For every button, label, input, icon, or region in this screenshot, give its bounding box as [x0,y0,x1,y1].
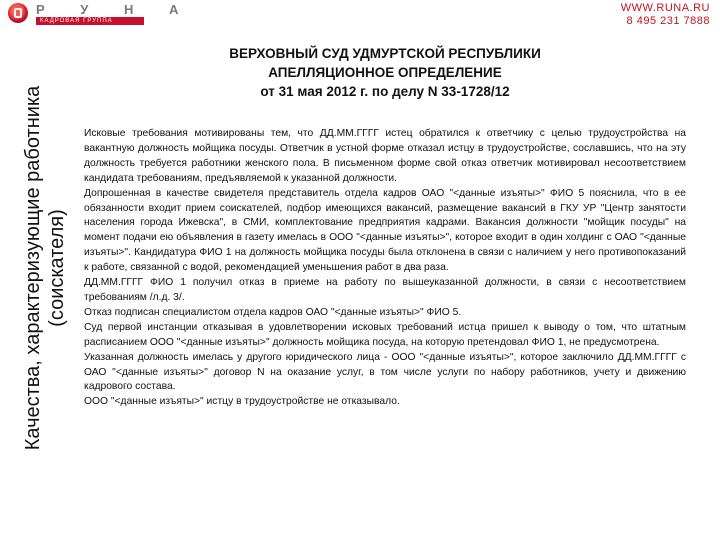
logo-name: Р У Н А [36,2,195,17]
side-caption [0,0,90,540]
side-caption-line-2: (соискателя) [46,209,68,327]
document-type: АПЕЛЛЯЦИОННОЕ ОПРЕДЕЛЕНИЕ [268,65,502,80]
paragraph: Допрошенная в качестве свидетеля представитель отдела кадров ОАО "<данные изъяты>" ФИО 5 пояснила, что в ее обязанности входит прием соискателей, подбор имеющихся вакансий, размещение вакансий в ГКУ УР "Центр занятости населения города Ижевска", в СМИ, комплектование предприятия кадрами. Вакансия должности "мойщик посуды" на момент подачи ею объявления в газету имелась в ООО "<данные изъяты>", которое входит в один холдинг с ОАО "<данные изъяты>". Кандидатура ФИО 1 на должность мойщика посуды была отклонена в связи с наличием у него противопоказаний к работе, связанной с водой, рекомендацией уменьшения работ в два раза. [84,187,686,274]
phone-number: 8 495 231 7888 [626,15,710,27]
court-name: ВЕРХОВНЫЙ СУД УДМУРТСКОЙ РЕСПУБЛИКИ [229,46,541,61]
logo-subtitle: КАДРОВАЯ ГРУППА [36,17,144,25]
side-caption-text [21,8,69,528]
document-title [150,44,620,101]
paragraph: Отказ подписан специалистом отдела кадров ОАО "<данные изъяты>" ФИО 5. [84,306,462,318]
paragraph: ДД.ММ.ГГГГ ФИО 1 получил отказ в приеме на работу по вышеуказанной должности, в связи с несоответствием требованиям /л.д. 3/. [84,277,686,303]
case-reference: от 31 мая 2012 г. по делу N 33-1728/12 [260,84,510,99]
side-caption-line-1: Качества, характеризующие работника [22,85,44,451]
contact-block [621,2,710,28]
website-link[interactable]: WWW.RUNA.RU [620,2,710,14]
paragraph: ООО "<данные изъяты>" истцу в трудоустройстве не отказывало. [84,396,400,408]
paragraph: Суд первой инстанции отказывая в удовлетворении исковых требований истца пришел к выводу о том, что штатным расписанием ООО "<данные изъяты>" должность мойщика посуда, на которую претендовал ФИО 1, не предусмотрена. [84,321,686,348]
paragraph: Исковые требования мотивированы тем, что ДД.ММ.ГГГГ истец обратился к ответчику с целью трудоустройства на вакантную должность мойщика посуды. Ответчик в устной форме отказал истцу в трудоустройстве, сославшись, что на эту должность требуется работники женского пола. В письменном форме свой отказ ответчик мотивировал несоответствием кандидата требованиям, предъявляемой к указанной должности. [84,128,686,184]
paragraph: Указанная должность имелась у другого юридического лица - ООО "<данные изъяты>", которое заключило ДД.ММ.ГГГГ с ОАО "<данные изъяты>" договор N на оказание услуг, в том числе услуги по набору работников, учету и движению кадрового состава. [84,351,686,393]
document-body [84,127,686,410]
